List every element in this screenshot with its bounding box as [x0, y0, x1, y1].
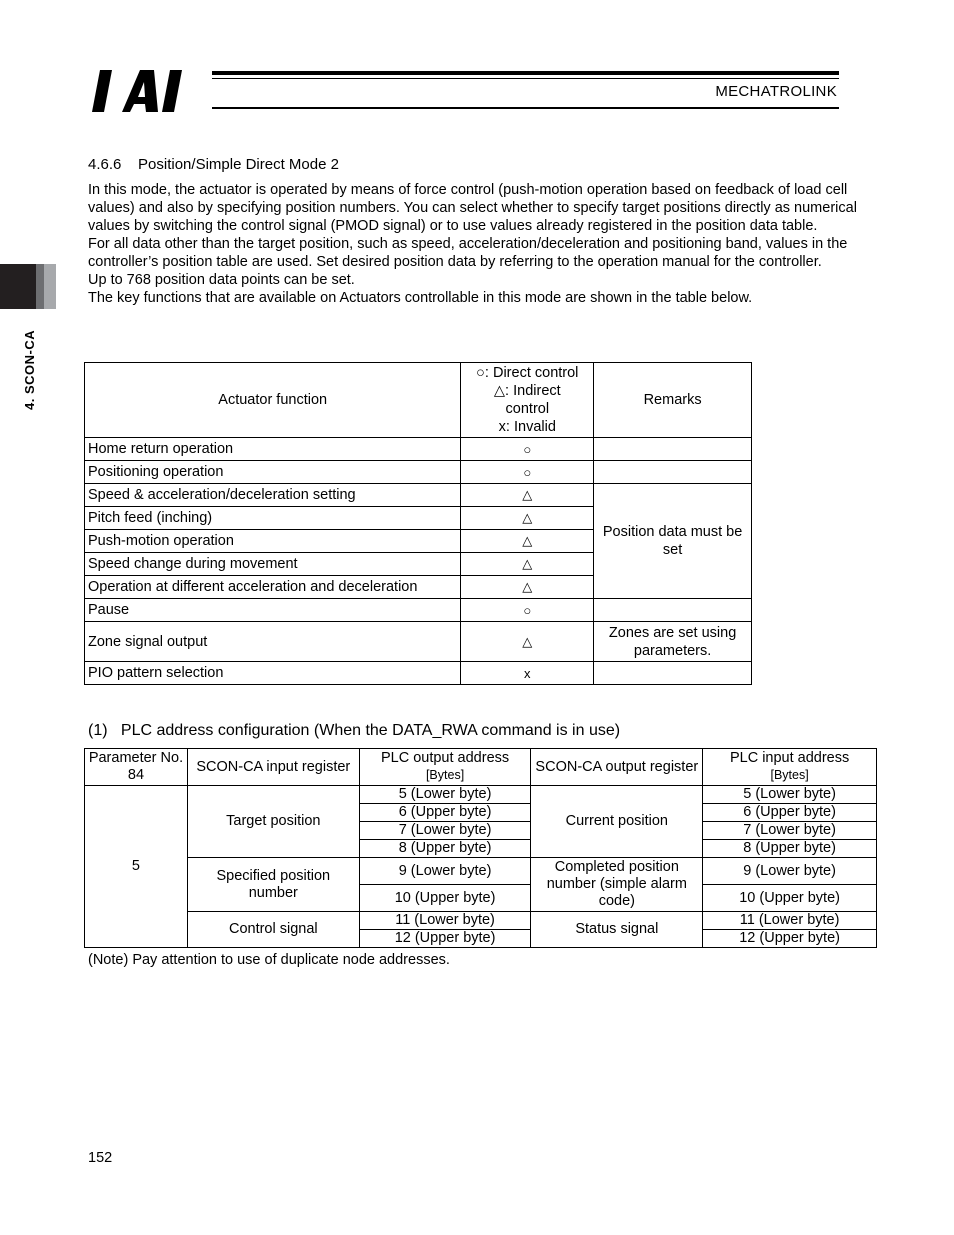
input-byte: 8 (Upper byte) [703, 840, 877, 858]
section-title: 4.6.6 Position/Simple Direct Mode 2 [88, 156, 339, 173]
plc-section-title: (1) PLC address configuration (When the DATA_RWA command is in use) [88, 722, 621, 739]
header-legend: ○: Direct control △: Indirect control x: Invalid [461, 363, 594, 438]
availability-mark: x [461, 662, 594, 685]
input-specified-position: Specified position number [187, 858, 359, 912]
output-byte: 7 (Lower byte) [359, 822, 531, 840]
availability-mark: △ [461, 507, 594, 530]
input-byte: 11 (Lower byte) [703, 912, 877, 930]
header-function: Actuator function [85, 363, 461, 438]
output-byte: 5 (Lower byte) [359, 786, 531, 804]
chapter-tab-mid [36, 264, 44, 309]
paragraph: The key functions that are available on Actuators controllable in this mode are shown in the table below. [88, 290, 753, 306]
output-byte: 6 (Upper byte) [359, 804, 531, 822]
availability-mark: △ [461, 553, 594, 576]
header-output-register: SCON-CA output register [531, 749, 703, 786]
paragraph: For all data other than the target position, such as speed, acceleration/deceleration and positioning band, values in the controller’s position table are used. Set desired position data by referring to the operation manual for the controller. [88, 236, 848, 270]
input-byte: 6 (Upper byte) [703, 804, 877, 822]
header-input-register: SCON-CA input register [187, 749, 359, 786]
input-target-position: Target position [187, 786, 359, 858]
input-byte: 5 (Lower byte) [703, 786, 877, 804]
output-byte: 10 (Upper byte) [359, 885, 531, 912]
header-rule-thin [212, 78, 839, 79]
note: (Note) Pay attention to use of duplicate node addresses. [88, 952, 450, 968]
output-byte: 8 (Upper byte) [359, 840, 531, 858]
function-name: Zone signal output [85, 622, 461, 662]
section-body [88, 181, 868, 307]
header-plc-output: PLC output address [Bytes] [359, 749, 531, 786]
header-rule-bottom [212, 107, 839, 109]
function-name: PIO pattern selection [85, 662, 461, 685]
remark-cell [594, 461, 752, 484]
availability-mark: △ [461, 530, 594, 553]
availability-mark: ○ [461, 599, 594, 622]
output-status-signal: Status signal [531, 912, 703, 948]
function-name: Positioning operation [85, 461, 461, 484]
availability-mark: △ [461, 484, 594, 507]
paragraph: In this mode, the actuator is operated by means of force control (push-motion operation based on feedback of load cell values) and also by specifying position numbers. You can select whether to specify target positions directly as numerical values by switching the control signal (PMOD signal) or to use values already registered in the position data table. [88, 182, 857, 234]
input-byte: 9 (Lower byte) [703, 858, 877, 885]
function-name: Speed & acceleration/deceleration setting [85, 484, 461, 507]
remark-cell [594, 662, 752, 685]
availability-mark: △ [461, 576, 594, 599]
header-product: MECHATROLINK [715, 83, 837, 100]
output-current-position: Current position [531, 786, 703, 858]
output-byte: 12 (Upper byte) [359, 930, 531, 948]
function-name: Pause [85, 599, 461, 622]
function-name: Push-motion operation [85, 530, 461, 553]
chapter-tab-light [44, 264, 56, 309]
remark-zone: Zones are set using parameters. [594, 622, 752, 662]
function-name: Speed change during movement [85, 553, 461, 576]
chapter-label: 4. SCON-CA [22, 329, 37, 410]
function-name: Operation at different acceleration and deceleration [85, 576, 461, 599]
plc-address-table [84, 748, 877, 948]
header-param: Parameter No. 84 [85, 749, 188, 786]
chapter-tab-dark [0, 264, 36, 309]
input-byte: 10 (Upper byte) [703, 885, 877, 912]
output-completed-position: Completed position number (simple alarm code) [531, 858, 703, 912]
remark-cell [594, 599, 752, 622]
param-value: 5 [85, 786, 188, 948]
output-byte: 11 (Lower byte) [359, 912, 531, 930]
output-byte: 9 (Lower byte) [359, 858, 531, 885]
page-number: 152 [88, 1150, 113, 1166]
remark-position-data: Position data must be set [594, 484, 752, 599]
function-table [84, 362, 752, 685]
remark-cell [594, 438, 752, 461]
header-rule-thick [212, 71, 839, 75]
function-name: Home return operation [85, 438, 461, 461]
input-byte: 12 (Upper byte) [703, 930, 877, 948]
availability-mark: △ [461, 622, 594, 662]
header-remarks: Remarks [594, 363, 752, 438]
function-name: Pitch feed (inching) [85, 507, 461, 530]
input-byte: 7 (Lower byte) [703, 822, 877, 840]
header-plc-input: PLC input address [Bytes] [703, 749, 877, 786]
input-control-signal: Control signal [187, 912, 359, 948]
availability-mark: ○ [461, 461, 594, 484]
iai-logo [92, 70, 204, 112]
paragraph: Up to 768 position data points can be set. [88, 272, 355, 288]
availability-mark: ○ [461, 438, 594, 461]
